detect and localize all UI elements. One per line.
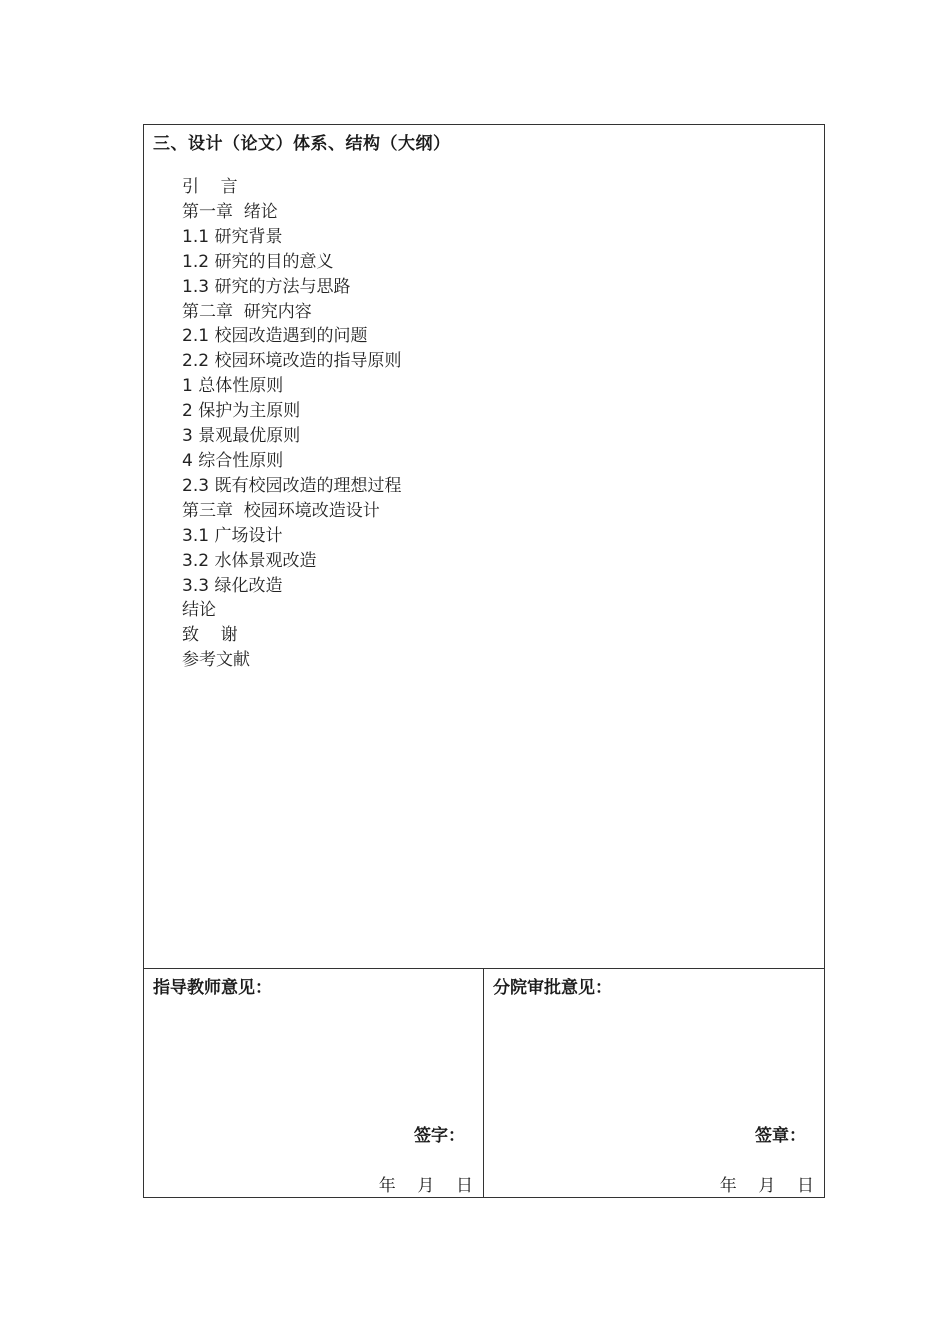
- outline-item: 致 谢: [182, 625, 238, 646]
- outline-cell: [144, 125, 824, 969]
- proposal-form-table: [143, 124, 825, 1198]
- branch-approval-label: 分院审批意见：: [493, 978, 612, 998]
- outline-item: 1.3 研究的方法与思路: [182, 276, 351, 297]
- branch-approval-cell: [484, 969, 824, 1197]
- advisor-opinion-label: 指导教师意见：: [153, 978, 272, 998]
- outline-item: 第三章 校园环境改造设计: [182, 500, 380, 521]
- outline-item: 2 保护为主原则: [182, 401, 301, 422]
- section-heading: 三、设计（论文）体系、结构（大纲）: [153, 134, 451, 154]
- outline-item: 2.1 校园改造遇到的问题: [182, 326, 368, 347]
- outline-list: [182, 175, 401, 673]
- outline-item: 1.2 研究的目的意义: [182, 251, 334, 272]
- outline-item: 1 总体性原则: [182, 376, 284, 397]
- outline-item: 4 综合性原则: [182, 450, 284, 471]
- branch-date-line: 年 月 日: [719, 1176, 814, 1196]
- advisor-signature-label: 签字：: [414, 1126, 465, 1146]
- outline-item: 3 景观最优原则: [182, 426, 301, 447]
- outline-item: 2.3 既有校园改造的理想过程: [182, 475, 402, 496]
- advisor-date-line: 年 月 日: [378, 1176, 473, 1196]
- branch-seal-label: 签章：: [755, 1126, 806, 1146]
- outline-item: 参考文献: [182, 650, 250, 671]
- outline-item: 3.1 广场设计: [182, 525, 283, 546]
- outline-item: 结论: [182, 600, 216, 621]
- outline-item: 3.2 水体景观改造: [182, 550, 317, 571]
- outline-item: 第二章 研究内容: [182, 301, 312, 322]
- outline-item: 1.1 研究背景: [182, 226, 283, 247]
- outline-item: 3.3 绿化改造: [182, 575, 283, 596]
- outline-item: 引 言: [182, 177, 238, 197]
- outline-item: 2.2 校园环境改造的指导原则: [182, 351, 402, 372]
- advisor-opinion-cell: [144, 969, 484, 1197]
- outline-item: 第一章 绪论: [182, 201, 278, 222]
